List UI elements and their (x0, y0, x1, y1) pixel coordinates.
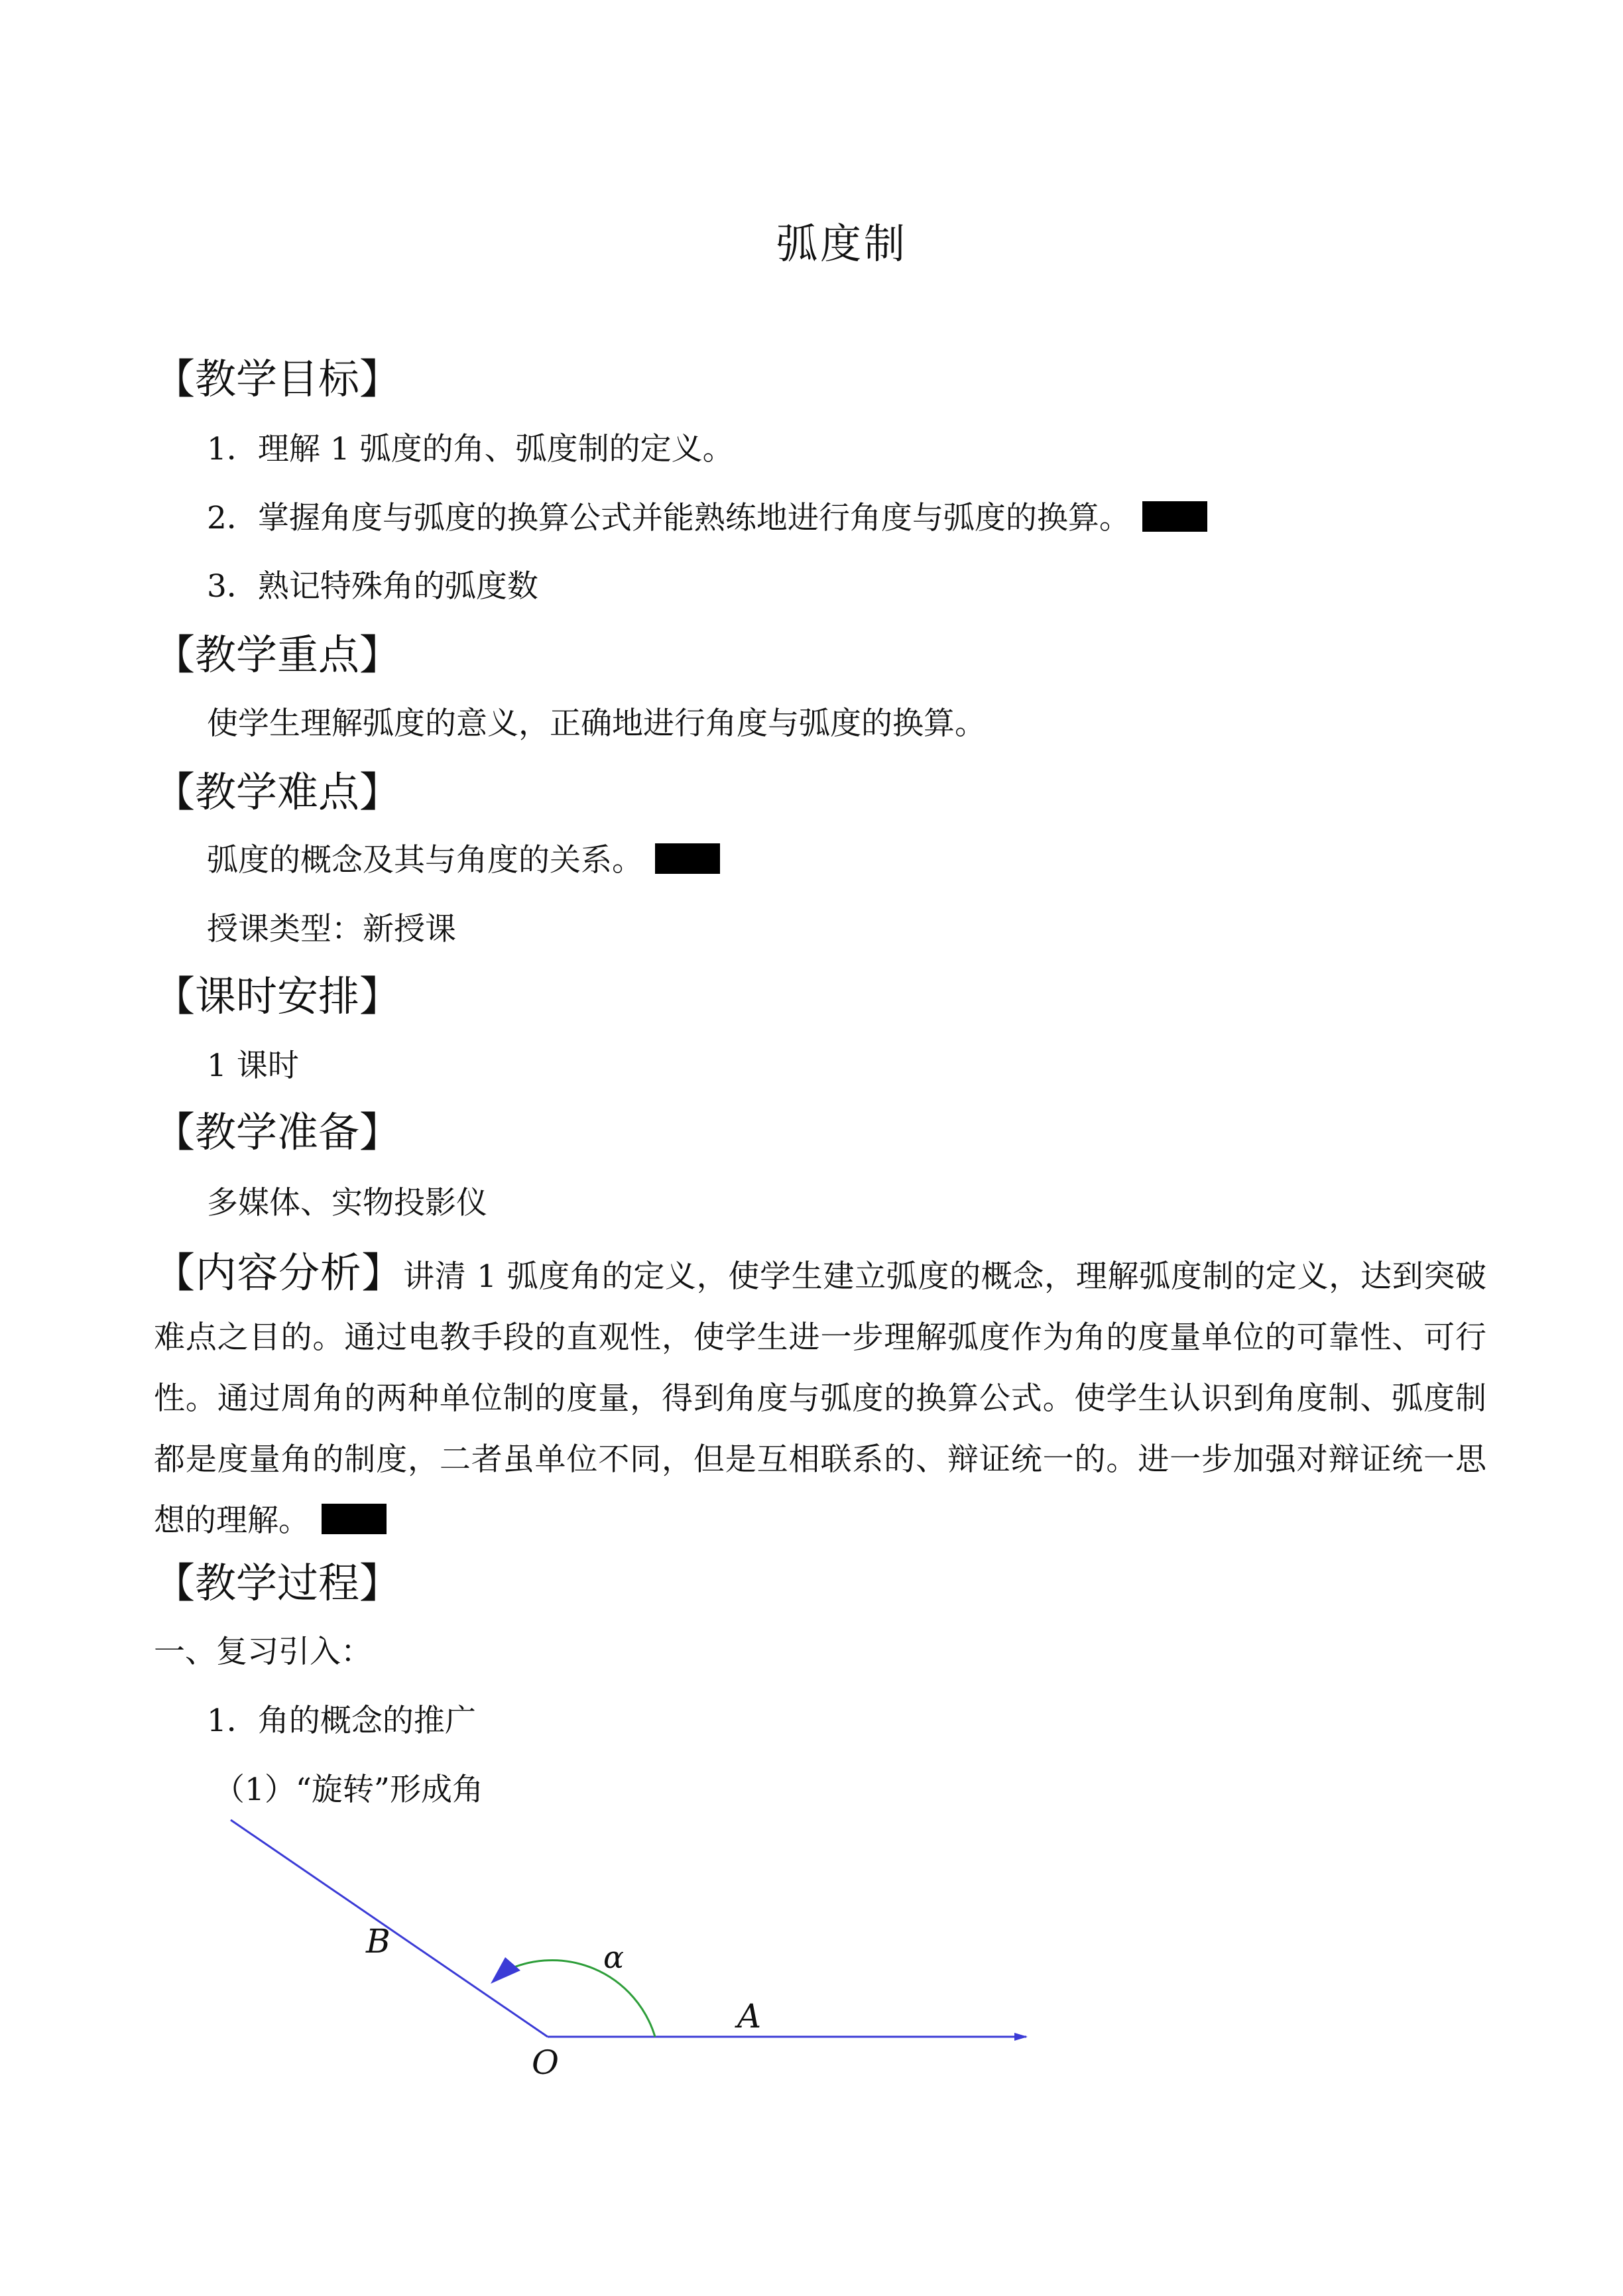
preparation-heading: 【教学准备】 (154, 1108, 401, 1156)
label-b: B (366, 1922, 391, 1961)
process-item1: 1．角的概念的推广 (207, 1703, 476, 1739)
objective-item-2: 2．掌握角度与弧度的换算公式并能熟练地进行角度与弧度的换算。 (207, 500, 1130, 536)
analysis-text: 讲清 1 弧度角的定义，使学生建立弧度的概念，理解弧度制的定义，达到突破难点之目的。通过电教手段的直观性，使学生进一步理解弧度作为角的度量单位的可靠性、可行性。通过周角的两种单位制的度量，得到角度与弧度的换算公式。使学生认识到角度制、弧度制都是度量角的制度，二者虽单位不同，但是互相联系的、辩证统一的。进一步加强对辩证统一思想的理解。 (154, 1258, 1486, 1539)
difficulties-heading: 【教学难点】 (154, 768, 401, 816)
arc-arrowhead-icon (491, 1957, 520, 1984)
preparation-text: 多媒体、实物投影仪 (207, 1185, 487, 1221)
lesson-type: 授课类型：新授课 (207, 911, 456, 947)
objective-item-1: 1．理解 1 弧度的角、弧度制的定义。 (207, 431, 734, 467)
page-title: 弧度制 (776, 219, 908, 268)
label-alpha: α (603, 1939, 625, 1975)
objectives-heading: 【教学目标】 (154, 355, 401, 403)
analysis-heading: 【内容分析】 (154, 1248, 404, 1297)
process-sub1: （1）“旋转”形成角 (213, 1772, 483, 1808)
key-points-text: 使学生理解弧度的意义，正确地进行角度与弧度的换算。 (207, 705, 986, 742)
process-part1: 一、复习引入： (154, 1634, 372, 1670)
schedule-text: 1 课时 (207, 1048, 299, 1084)
difficulties-text: 弧度的概念及其与角度的关系。 (207, 842, 643, 878)
process-heading: 【教学过程】 (154, 1559, 401, 1607)
angle-arc (501, 1961, 655, 2037)
label-a: A (737, 1997, 762, 2035)
label-o: O (532, 2043, 559, 2082)
objective-item-3: 3．熟记特殊角的弧度数 (207, 568, 538, 605)
schedule-heading: 【课时安排】 (154, 972, 401, 1020)
key-points-heading: 【教学重点】 (154, 631, 401, 679)
